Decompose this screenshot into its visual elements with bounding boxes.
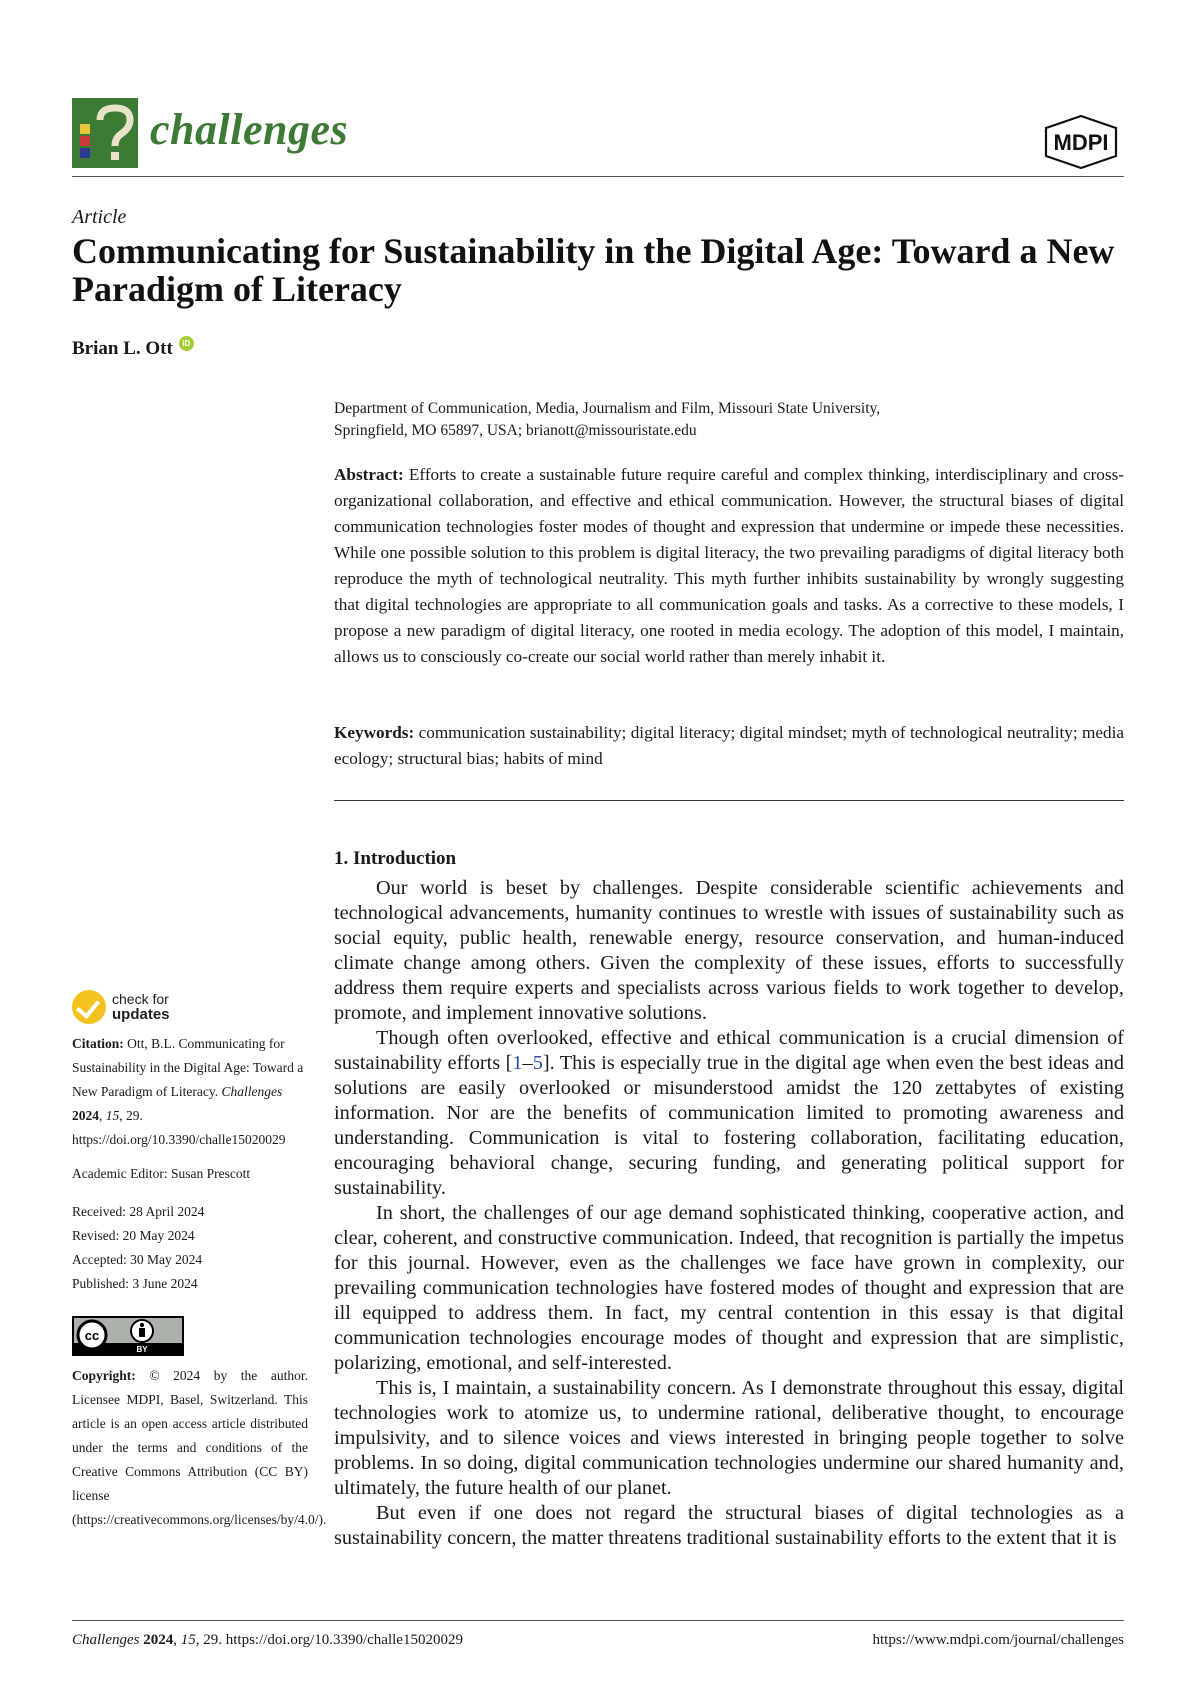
footer-divider (72, 1620, 1124, 1621)
keywords-label: Keywords: (334, 723, 415, 742)
author-name: Brian L. Ott (72, 338, 173, 359)
keywords (334, 720, 1124, 772)
affiliation (334, 398, 1134, 442)
footer-year: 2024 (143, 1632, 174, 1648)
body-text (334, 876, 1124, 1551)
journal-name: challenges (150, 105, 349, 154)
orcid-icon[interactable]: iD (179, 336, 194, 351)
mdpi-logo-text: MDPI (1053, 130, 1109, 155)
abstract-label: Abstract: (334, 465, 404, 484)
date-accepted: Accepted: 30 May 2024 (72, 1252, 203, 1267)
footer-doi-link[interactable]: , 29. https://doi.org/10.3390/challe15020029 (195, 1632, 463, 1648)
section-heading: 1. Introduction (334, 848, 457, 869)
citation-block: Citation: Ott, B.L. Communicating for Sustainability in the Digital Age: Toward a New Paradigm of Literacy. Challenges 2024, 15, 29. https://doi.org/10.3390/challe15020029 (72, 1036, 304, 1147)
article-title: Communicating for Sustainability in the Digital Age: Toward a New Paradigm of Literacy (72, 231, 1115, 309)
logo-square-blue (80, 148, 90, 158)
copyright-block (72, 1364, 327, 1532)
paragraph-2-start: Though often overlooked, effective and ethical communication is a crucial dimension of sustainability efforts [ (334, 1027, 1124, 1074)
paragraph-4: This is, I maintain, a sustainability concern. As I demonstrate throughout this essay, digital technologies work to atomize us, to undermine rational, deliberative thought, to encourage impulsivity, and to silence voices and views interested in bringing people together to solve problems. In so doing, digital communication technologies undermine our shared humanity and, ultimately, the future health of our planet. (334, 1377, 1124, 1499)
header-divider (72, 176, 1124, 177)
abstract (334, 462, 1124, 670)
citation-text: Ott, B.L. Communicating for Sustainability in the Digital Age: Toward a New Paradigm of Literacy. (72, 1036, 304, 1099)
citation-dash: – (522, 1052, 533, 1074)
citation-label: Citation: (72, 1036, 124, 1051)
footer-citation: Challenges 2024, 15, 29. https://doi.org/10.3390/challe15020029 (72, 1632, 463, 1648)
logo-square-yellow (80, 124, 90, 134)
publication-dates (72, 1200, 308, 1296)
paragraph-3: In short, the challenges of our age demand sophisticated thinking, cooperative action, and clear, coherent, and constructive communication. Indeed, that recognition is partially the impetus for this journal. However, even as the challenges we face have grown in complexity, our prevailing communication technologies have fostered modes of thought and expression that are ill equipped to address them. In fact, my central contention in this essay is that digital communication technologies encourage modes of thought and expression that are simplistic, polarizing, emotional, and self-interested. (334, 1202, 1124, 1374)
article-type: Article (72, 206, 127, 228)
logo-square-red (80, 136, 90, 146)
date-revised: Revised: 20 May 2024 (72, 1228, 195, 1243)
keywords-text: communication sustainability; digital literacy; digital mindset; myth of technological neutrality; media ecology; structural bias; habits of mind (334, 723, 1125, 768)
footer-journal: Challenges (72, 1632, 140, 1648)
paragraph-2 (334, 1026, 1124, 1201)
by-label: BY (136, 1345, 148, 1354)
citation-doi[interactable]: , 29. https://doi.org/10.3390/challe15020029 (72, 1108, 286, 1147)
copyright-label: Copyright: (72, 1368, 136, 1383)
check-for-text: check for (112, 991, 169, 1007)
section-divider (334, 800, 1124, 801)
cc-icon-text: cc (84, 1328, 100, 1343)
academic-editor: Academic Editor: Susan Prescott (72, 1166, 251, 1181)
citation-link-5[interactable]: 5 (532, 1052, 543, 1074)
affiliation-line-2: Springfield, MO 65897, USA; brianott@missouristate.edu (334, 422, 697, 439)
copyright-text: © 2024 by the author. Licensee MDPI, Basel, Switzerland. This article is an open access article distributed under the terms and conditions of the Creative Commons Attribution (CC BY) license (https://creativecommons.org/licenses/by/4.0/). (72, 1368, 327, 1527)
abstract-text: Efforts to create a sustainable future require careful and complex thinking, interdisciplinary and cross-organizational collaboration, and effective and ethical communication. However, the structural biases of digital communication technologies foster modes of thought and expression that undermine or impede these necessities. While one possible solution to this problem is digital literacy, the two prevailing paradigms of digital literacy both reproduce the myth of technological neutrality. This myth further inhibits sustainability by wrongly suggesting that digital technologies are appropriate to all communication goals and tasks. As a corrective to these models, I propose a new paradigm of digital literacy, one rooted in media ecology. The adoption of this model, I maintain, allows us to consciously co-create our social world rather than merely inhabit it. (334, 465, 1124, 666)
mdpi-logo (1038, 114, 1124, 170)
paragraph-1: Our world is beset by challenges. Despite considerable scientific achievements and technological advancements, humanity continues to wrestle with issues of sustainability such as social equity, public health, renewable energy, resource conservation, and human-induced climate change among others. Given the complexity of these issues, efforts to successfully address them require experts and specialists across various fields to work together to develop, promote, and implement innovative solutions. (334, 877, 1124, 1024)
paragraph-2-end: ]. This is especially true in the digital age when even the best ideas and solutions are easily overlooked or misunderstood amidst the 120 zettabytes of existing information. Nor are the benefits of communication limited to promoting awareness and understanding. Communication is vital to fostering collaboration, facilitating education, encouraging behavioral change, securing funding, and generating political support for sustainability. (334, 1052, 1125, 1199)
citation-year: 2024 (72, 1108, 99, 1123)
footer-journal-url[interactable]: https://www.mdpi.com/journal/challenges (872, 1632, 1124, 1648)
citation-link-1[interactable]: 1 (512, 1052, 523, 1074)
question-mark-icon (94, 104, 136, 164)
date-published: Published: 3 June 2024 (72, 1276, 198, 1291)
check-for-updates-button[interactable] (72, 990, 170, 1024)
check-for-updates-label (112, 992, 170, 1022)
footer-volume: 15 (180, 1632, 196, 1648)
affiliation-line-1: Department of Communication, Media, Journalism and Film, Missouri State University, (334, 400, 881, 417)
date-received: Received: 28 April 2024 (72, 1204, 205, 1219)
updates-text: updates (112, 1006, 170, 1023)
cc-by-license-badge[interactable] (72, 1316, 184, 1356)
author (72, 338, 194, 360)
citation-journal: Challenges (221, 1084, 283, 1099)
journal-logo (72, 98, 138, 168)
check-icon (72, 990, 106, 1024)
paragraph-5: But even if one does not regard the structural biases of digital technologies as a sustainability concern, the matter threatens traditional sustainability efforts to the extent that it is (334, 1502, 1124, 1549)
citation-volume: 15 (105, 1108, 120, 1123)
